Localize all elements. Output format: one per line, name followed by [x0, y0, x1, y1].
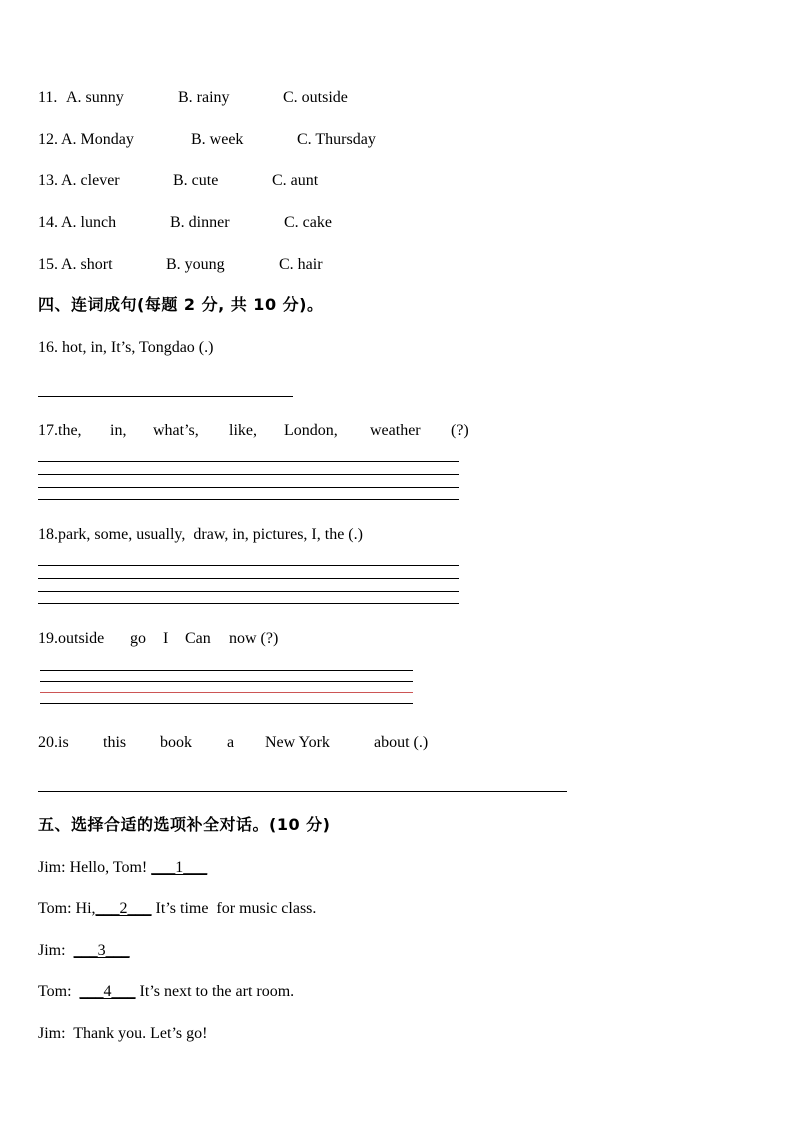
answer-blank-3[interactable]: ___3___ — [73, 942, 130, 959]
option-b: B. young — [166, 256, 225, 273]
word: weather — [370, 422, 421, 439]
word: I — [163, 630, 169, 647]
word: 20.is — [38, 734, 69, 751]
answer-blank-4[interactable]: ___4___ — [79, 983, 136, 1000]
dialog-text: Hello, Tom! — [65, 859, 152, 876]
option-a: A. lunch — [61, 214, 117, 231]
word: 17.the, — [38, 422, 82, 439]
word: what’s, — [153, 422, 199, 439]
word: 19.outside — [38, 630, 105, 647]
question-number: 13. — [38, 172, 58, 189]
option-a: A. sunny — [66, 89, 124, 106]
word: now (?) — [229, 630, 279, 647]
dialog-line-2 — [38, 899, 316, 919]
question-number: 15. — [38, 256, 58, 273]
dialog-text: It’s time for music class. — [151, 900, 317, 917]
option-b: B. rainy — [178, 89, 230, 106]
option-a: A. Monday — [61, 131, 134, 148]
word: (?) — [451, 422, 469, 439]
answer-line[interactable] — [38, 603, 459, 604]
dialog-line-1 — [38, 858, 207, 878]
word: go — [130, 630, 146, 647]
answer-line[interactable] — [38, 396, 293, 397]
question-18: 18.park, some, usually, draw, in, pictures, I, the (.) — [38, 526, 363, 543]
word: in, — [110, 422, 127, 439]
option-c: C. aunt — [272, 172, 319, 189]
question-16: 16. hot, in, It’s, Tongdao (.) — [38, 339, 214, 356]
dialog-text — [66, 942, 74, 959]
answer-line[interactable] — [38, 499, 459, 500]
option-c: C. outside — [283, 89, 348, 106]
answer-line[interactable] — [38, 487, 459, 488]
word: London, — [284, 422, 338, 439]
section-4-heading: 四、连词成句(每题 2 分, 共 10 分)。 — [38, 295, 324, 314]
word: a — [227, 734, 235, 751]
option-b: B. week — [191, 131, 244, 148]
answer-line[interactable] — [38, 578, 459, 579]
word: Can — [185, 630, 211, 647]
answer-blank-2[interactable]: ___2___ — [95, 900, 152, 917]
option-c: C. cake — [284, 214, 332, 231]
word: about (.) — [374, 734, 429, 751]
dialog-line-4 — [38, 982, 294, 1002]
speaker: Jim: — [38, 942, 66, 959]
answer-line[interactable] — [38, 474, 459, 475]
answer-line[interactable] — [40, 692, 413, 693]
option-a: A. short — [61, 256, 113, 273]
answer-line[interactable] — [38, 591, 459, 592]
option-a: A. clever — [61, 172, 120, 189]
section-5-heading: 五、选择合适的选项补全对话。(10 分) — [38, 815, 331, 834]
option-b: B. cute — [173, 172, 219, 189]
speaker: Tom: — [38, 983, 72, 1000]
dialog-text: It’s next to the art room. — [135, 983, 295, 1000]
word: New York — [265, 734, 330, 751]
option-c: C. hair — [279, 256, 323, 273]
question-number: 11. — [38, 89, 58, 106]
question-number: 12. — [38, 131, 58, 148]
answer-line[interactable] — [38, 565, 459, 566]
speaker: Jim: — [38, 1025, 66, 1042]
answer-line[interactable] — [40, 703, 413, 704]
speaker: Tom: — [38, 900, 72, 917]
word: this — [103, 734, 127, 751]
option-b: B. dinner — [170, 214, 230, 231]
word: like, — [229, 422, 257, 439]
speaker: Jim: — [38, 859, 66, 876]
answer-blank-1[interactable]: ___1___ — [151, 859, 208, 876]
answer-line[interactable] — [40, 670, 413, 671]
dialog-line-3 — [38, 941, 130, 961]
option-c: C. Thursday — [297, 131, 376, 148]
answer-line[interactable] — [40, 681, 413, 682]
answer-line[interactable] — [38, 791, 567, 792]
question-number: 14. — [38, 214, 58, 231]
answer-line[interactable] — [38, 461, 459, 462]
dialog-text — [72, 983, 80, 1000]
dialog-line-5 — [38, 1024, 207, 1044]
word: book — [160, 734, 192, 751]
dialog-text: Hi, — [71, 900, 96, 917]
dialog-text: Thank you. Let’s go! — [65, 1025, 208, 1042]
